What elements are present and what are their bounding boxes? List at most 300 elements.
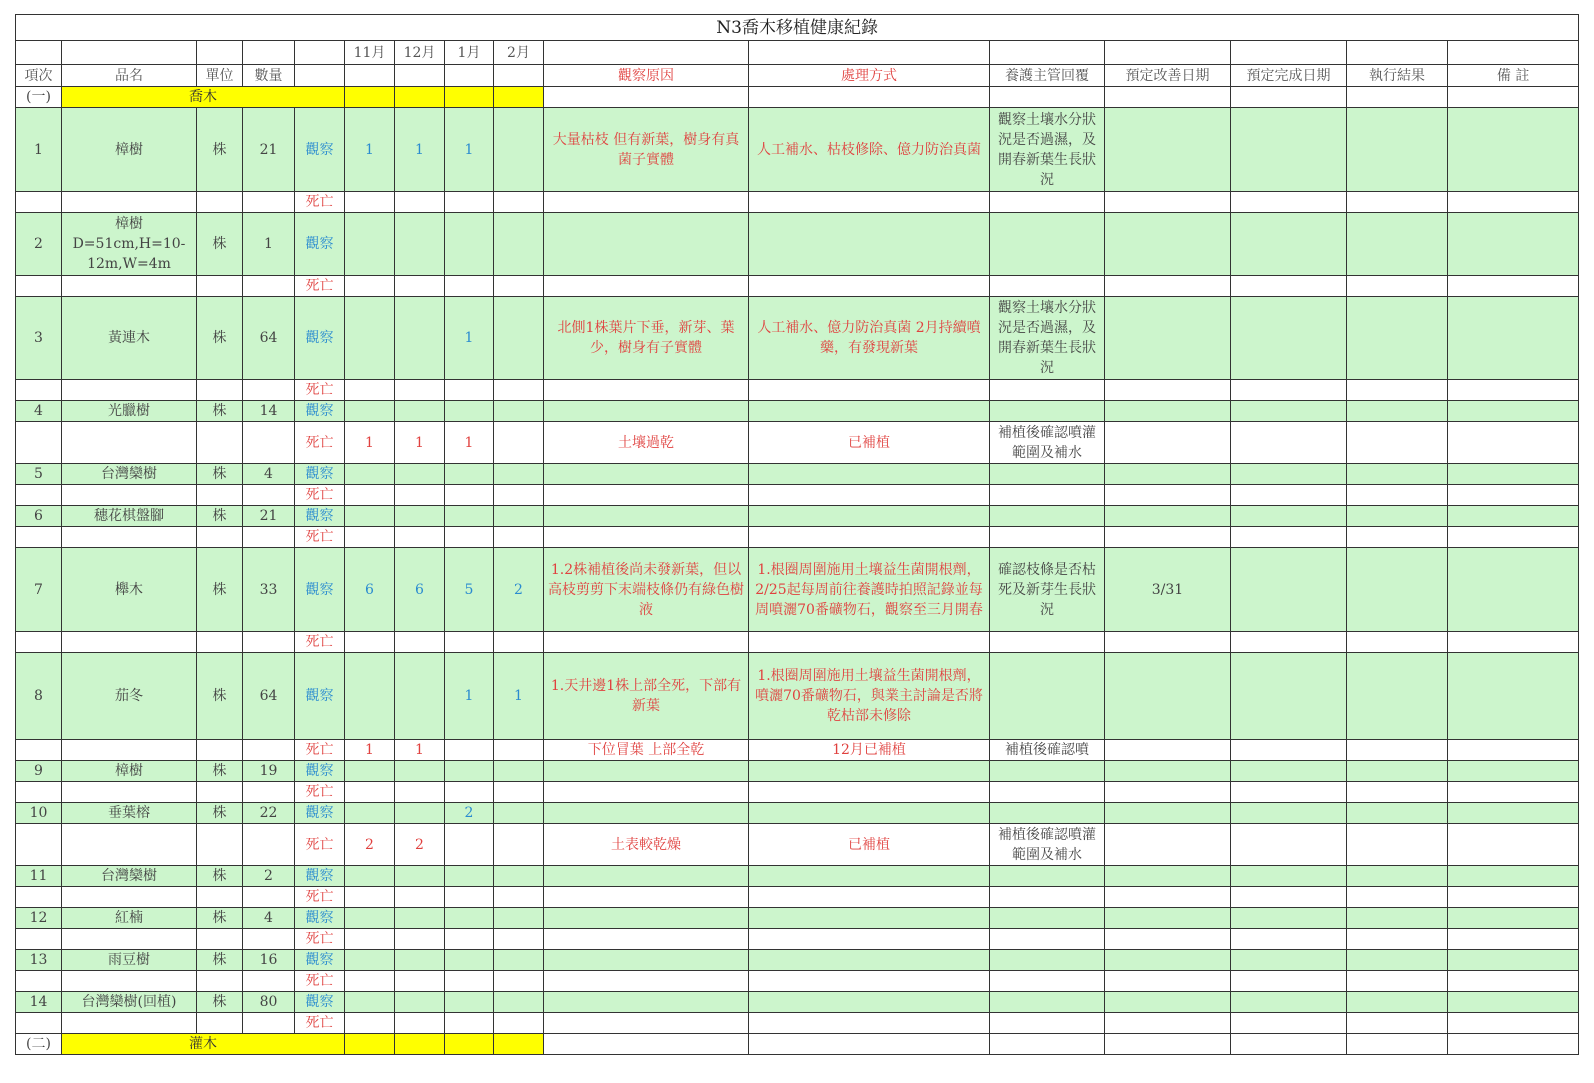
table-row	[16, 506, 1579, 527]
dead-note	[1448, 824, 1579, 866]
dead-result	[1347, 192, 1448, 213]
item-no: 9	[16, 761, 62, 782]
obs-reason	[544, 866, 749, 887]
item-qty: 4	[243, 908, 295, 929]
item-no: 2	[16, 213, 62, 276]
dead-reply: 補植後確認噴灌範圍及補水	[990, 422, 1105, 464]
month-count	[345, 929, 395, 950]
item-name: 台灣欒樹(回植)	[62, 992, 197, 1013]
status-observe: 觀察	[295, 401, 345, 422]
obs-reason: 1.2株補植後尚未發新葉，但以高枝剪剪下末端枝條仍有綠色樹液	[544, 548, 749, 632]
table-row	[16, 761, 1579, 782]
obs-result	[1347, 506, 1448, 527]
month-count	[494, 971, 544, 992]
header-month-dec: 12月	[395, 41, 445, 65]
item-name-blank	[62, 632, 197, 653]
dead-reply: 補植後確認噴	[990, 740, 1105, 761]
dead-done-date	[1231, 527, 1347, 548]
obs-improve-date	[1105, 464, 1231, 485]
dead-note	[1448, 887, 1579, 908]
obs-reply	[990, 950, 1105, 971]
dead-method: 12月已補植	[749, 740, 990, 761]
obs-reply	[990, 992, 1105, 1013]
month-count: 2	[345, 824, 395, 866]
month-count	[395, 992, 445, 1013]
month-count	[494, 192, 544, 213]
item-qty: 4	[243, 464, 295, 485]
section-blank	[1105, 1034, 1231, 1055]
obs-done-date	[1231, 506, 1347, 527]
obs-method	[749, 506, 990, 527]
month-count	[395, 653, 445, 740]
obs-improve-date	[1105, 908, 1231, 929]
item-qty-blank	[243, 782, 295, 803]
month-count	[494, 632, 544, 653]
month-count	[395, 485, 445, 506]
obs-done-date	[1231, 548, 1347, 632]
item-unit-blank	[197, 380, 243, 401]
item-unit-blank	[197, 929, 243, 950]
header-blank	[1105, 41, 1231, 65]
item-no-blank	[16, 887, 62, 908]
month-count	[395, 506, 445, 527]
table-row	[16, 887, 1579, 908]
dead-improve-date	[1105, 1013, 1231, 1034]
month-count	[395, 192, 445, 213]
section-blank	[544, 87, 749, 108]
month-count	[345, 632, 395, 653]
section-blank	[990, 1034, 1105, 1055]
obs-result	[1347, 213, 1448, 276]
month-count	[445, 506, 494, 527]
item-unit-blank	[197, 1013, 243, 1034]
section-blank	[1448, 87, 1579, 108]
obs-result	[1347, 803, 1448, 824]
dead-method	[749, 485, 990, 506]
month-count	[345, 908, 395, 929]
table-row	[16, 950, 1579, 971]
item-no: 7	[16, 548, 62, 632]
month-count: 1	[345, 740, 395, 761]
month-count	[494, 108, 544, 192]
obs-result	[1347, 297, 1448, 380]
month-count	[395, 276, 445, 297]
item-qty: 1	[243, 213, 295, 276]
item-unit-blank	[197, 887, 243, 908]
status-observe: 觀察	[295, 866, 345, 887]
obs-note	[1448, 506, 1579, 527]
dead-improve-date	[1105, 380, 1231, 401]
item-unit-blank	[197, 824, 243, 866]
item-name: 紅楠	[62, 908, 197, 929]
dead-method: 已補植	[749, 422, 990, 464]
dead-note	[1448, 276, 1579, 297]
dead-done-date	[1231, 276, 1347, 297]
item-name: 茄冬	[62, 653, 197, 740]
obs-reason	[544, 213, 749, 276]
obs-method	[749, 761, 990, 782]
section-blank	[749, 87, 990, 108]
month-count: 6	[395, 548, 445, 632]
item-no: 6	[16, 506, 62, 527]
section-fill	[345, 87, 395, 108]
status-observe: 觀察	[295, 213, 345, 276]
table-row	[16, 866, 1579, 887]
item-unit: 株	[197, 213, 243, 276]
section-blank	[1448, 1034, 1579, 1055]
health-record-table	[15, 14, 1579, 1055]
month-count	[494, 803, 544, 824]
item-no-blank	[16, 422, 62, 464]
item-unit: 株	[197, 297, 243, 380]
month-count	[345, 401, 395, 422]
month-count	[395, 887, 445, 908]
dead-reason: 土壤過乾	[544, 422, 749, 464]
dead-reply	[990, 380, 1105, 401]
obs-reply	[990, 213, 1105, 276]
obs-result	[1347, 108, 1448, 192]
item-unit-blank	[197, 527, 243, 548]
dead-note	[1448, 740, 1579, 761]
item-no: 14	[16, 992, 62, 1013]
month-count	[494, 887, 544, 908]
month-count: 2	[395, 824, 445, 866]
item-unit-blank	[197, 422, 243, 464]
obs-reply	[990, 761, 1105, 782]
item-no: 8	[16, 653, 62, 740]
item-qty-blank	[243, 929, 295, 950]
table-row	[16, 401, 1579, 422]
dead-result	[1347, 824, 1448, 866]
status-dead: 死亡	[295, 929, 345, 950]
obs-note	[1448, 297, 1579, 380]
dead-result	[1347, 782, 1448, 803]
obs-note	[1448, 908, 1579, 929]
dead-method	[749, 1013, 990, 1034]
table-row	[16, 192, 1579, 213]
month-count	[345, 213, 395, 276]
section-no: (二)	[16, 1034, 62, 1055]
month-count	[445, 950, 494, 971]
obs-done-date	[1231, 297, 1347, 380]
header-blank	[544, 41, 749, 65]
obs-done-date	[1231, 464, 1347, 485]
month-count	[345, 866, 395, 887]
item-unit: 株	[197, 992, 243, 1013]
table-row	[16, 803, 1579, 824]
header-blank	[1448, 41, 1579, 65]
obs-improve-date	[1105, 761, 1231, 782]
section-blank	[1231, 1034, 1347, 1055]
month-count	[345, 803, 395, 824]
dead-method	[749, 971, 990, 992]
month-count: 2	[494, 548, 544, 632]
item-unit-blank	[197, 740, 243, 761]
obs-result	[1347, 950, 1448, 971]
obs-improve-date	[1105, 213, 1231, 276]
header-blank	[243, 41, 295, 65]
item-qty-blank	[243, 527, 295, 548]
item-no: 11	[16, 866, 62, 887]
obs-done-date	[1231, 401, 1347, 422]
dead-done-date	[1231, 632, 1347, 653]
item-name-blank	[62, 276, 197, 297]
month-count	[445, 276, 494, 297]
dead-done-date	[1231, 824, 1347, 866]
dead-done-date	[1231, 971, 1347, 992]
item-qty-blank	[243, 632, 295, 653]
header-month-nov: 11月	[345, 41, 395, 65]
month-count	[494, 485, 544, 506]
status-dead: 死亡	[295, 1013, 345, 1034]
item-qty: 21	[243, 506, 295, 527]
table-row	[16, 653, 1579, 740]
month-count	[445, 1013, 494, 1034]
section-label: 喬木	[62, 87, 345, 108]
month-count	[395, 213, 445, 276]
obs-result	[1347, 401, 1448, 422]
item-unit: 株	[197, 506, 243, 527]
dead-result	[1347, 887, 1448, 908]
month-count: 1	[445, 297, 494, 380]
item-no-blank	[16, 740, 62, 761]
month-count	[494, 908, 544, 929]
obs-reply	[990, 653, 1105, 740]
obs-improve-date	[1105, 803, 1231, 824]
dead-reason	[544, 380, 749, 401]
obs-reason	[544, 761, 749, 782]
table-row	[16, 380, 1579, 401]
header-reply: 養護主管回覆	[990, 65, 1105, 87]
dead-method	[749, 527, 990, 548]
obs-note	[1448, 108, 1579, 192]
header-blank	[395, 65, 445, 87]
month-count	[395, 380, 445, 401]
item-no-blank	[16, 380, 62, 401]
table-row	[16, 824, 1579, 866]
section-fill	[445, 1034, 494, 1055]
obs-done-date	[1231, 653, 1347, 740]
item-no-blank	[16, 971, 62, 992]
month-count	[345, 950, 395, 971]
item-name: 樟樹	[62, 108, 197, 192]
dead-method	[749, 192, 990, 213]
dead-reply	[990, 971, 1105, 992]
obs-reason: 大量枯枝 但有新葉，樹身有真菌子實體	[544, 108, 749, 192]
obs-note	[1448, 464, 1579, 485]
header-qty: 數量	[243, 65, 295, 87]
obs-done-date	[1231, 761, 1347, 782]
item-unit-blank	[197, 971, 243, 992]
obs-note	[1448, 866, 1579, 887]
month-count: 1	[445, 653, 494, 740]
section-blank	[749, 1034, 990, 1055]
table-row	[16, 297, 1579, 380]
table-row	[16, 464, 1579, 485]
dead-note	[1448, 485, 1579, 506]
dead-done-date	[1231, 1013, 1347, 1034]
obs-done-date	[1231, 908, 1347, 929]
month-count: 1	[395, 422, 445, 464]
month-count	[494, 992, 544, 1013]
month-count	[395, 401, 445, 422]
dead-improve-date	[1105, 824, 1231, 866]
item-name: 櫸木	[62, 548, 197, 632]
month-count	[445, 464, 494, 485]
obs-note	[1448, 950, 1579, 971]
section-fill	[445, 87, 494, 108]
dead-reason	[544, 276, 749, 297]
obs-result	[1347, 761, 1448, 782]
month-count	[445, 380, 494, 401]
section-fill	[395, 1034, 445, 1055]
month-count	[395, 908, 445, 929]
status-dead: 死亡	[295, 632, 345, 653]
obs-reason	[544, 950, 749, 971]
dead-improve-date	[1105, 276, 1231, 297]
table-row	[16, 782, 1579, 803]
obs-reply	[990, 866, 1105, 887]
obs-note	[1448, 401, 1579, 422]
item-qty-blank	[243, 192, 295, 213]
dead-method	[749, 782, 990, 803]
obs-result	[1347, 866, 1448, 887]
header-month-jan: 1月	[445, 41, 494, 65]
item-qty-blank	[243, 485, 295, 506]
dead-done-date	[1231, 887, 1347, 908]
obs-note	[1448, 213, 1579, 276]
month-count	[445, 992, 494, 1013]
dead-reason	[544, 527, 749, 548]
section-blank	[544, 1034, 749, 1055]
dead-improve-date	[1105, 887, 1231, 908]
month-count	[494, 464, 544, 485]
dead-done-date	[1231, 740, 1347, 761]
item-unit: 株	[197, 866, 243, 887]
obs-reason	[544, 803, 749, 824]
month-count	[445, 213, 494, 276]
dead-method	[749, 887, 990, 908]
item-qty: 64	[243, 653, 295, 740]
month-count: 6	[345, 548, 395, 632]
dead-note	[1448, 192, 1579, 213]
status-observe: 觀察	[295, 908, 345, 929]
obs-method	[749, 866, 990, 887]
month-count	[445, 929, 494, 950]
item-unit: 株	[197, 401, 243, 422]
obs-improve-date	[1105, 992, 1231, 1013]
dead-note	[1448, 380, 1579, 401]
month-count	[395, 1013, 445, 1034]
dead-reason	[544, 192, 749, 213]
status-dead: 死亡	[295, 276, 345, 297]
table-row	[16, 276, 1579, 297]
obs-result	[1347, 653, 1448, 740]
dead-note	[1448, 971, 1579, 992]
obs-reply	[990, 464, 1105, 485]
month-count	[494, 866, 544, 887]
month-count	[445, 908, 494, 929]
status-dead: 死亡	[295, 740, 345, 761]
status-observe: 觀察	[295, 992, 345, 1013]
header-improve-date: 預定改善日期	[1105, 65, 1231, 87]
dead-method	[749, 929, 990, 950]
dead-method	[749, 632, 990, 653]
dead-reply	[990, 527, 1105, 548]
table-row	[16, 992, 1579, 1013]
header-blank	[1231, 41, 1347, 65]
dead-reply	[990, 485, 1105, 506]
section-no: (一)	[16, 87, 62, 108]
table-row	[16, 527, 1579, 548]
obs-reason	[544, 908, 749, 929]
month-count	[345, 653, 395, 740]
obs-improve-date	[1105, 506, 1231, 527]
dead-reason	[544, 929, 749, 950]
dead-reply	[990, 192, 1105, 213]
obs-note	[1448, 992, 1579, 1013]
item-no: 1	[16, 108, 62, 192]
status-dead: 死亡	[295, 824, 345, 866]
month-count	[395, 527, 445, 548]
item-qty: 16	[243, 950, 295, 971]
month-count	[345, 380, 395, 401]
month-count	[445, 192, 494, 213]
obs-result	[1347, 992, 1448, 1013]
item-no-blank	[16, 192, 62, 213]
obs-improve-date: 3/31	[1105, 548, 1231, 632]
section-blank	[990, 87, 1105, 108]
dead-result	[1347, 527, 1448, 548]
dead-reason	[544, 887, 749, 908]
dead-result	[1347, 380, 1448, 401]
item-unit-blank	[197, 782, 243, 803]
dead-result	[1347, 929, 1448, 950]
item-name-blank	[62, 824, 197, 866]
status-observe: 觀察	[295, 506, 345, 527]
header-name: 品名	[62, 65, 197, 87]
month-count	[345, 297, 395, 380]
obs-reason	[544, 464, 749, 485]
dead-done-date	[1231, 929, 1347, 950]
dead-improve-date	[1105, 527, 1231, 548]
month-count	[395, 632, 445, 653]
header-blank	[749, 41, 990, 65]
header-month-feb: 2月	[494, 41, 544, 65]
header-blank	[345, 65, 395, 87]
item-qty-blank	[243, 824, 295, 866]
item-unit: 株	[197, 108, 243, 192]
dead-reply	[990, 782, 1105, 803]
status-observe: 觀察	[295, 653, 345, 740]
month-count	[345, 971, 395, 992]
item-no: 3	[16, 297, 62, 380]
dead-improve-date	[1105, 632, 1231, 653]
item-qty-blank	[243, 422, 295, 464]
month-count	[445, 887, 494, 908]
obs-note	[1448, 653, 1579, 740]
item-qty-blank	[243, 276, 295, 297]
item-name-blank	[62, 887, 197, 908]
section-blank	[1347, 87, 1448, 108]
dead-note	[1448, 632, 1579, 653]
month-count	[395, 866, 445, 887]
item-unit-blank	[197, 632, 243, 653]
header-result: 執行結果	[1347, 65, 1448, 87]
month-count	[494, 824, 544, 866]
table-row	[16, 908, 1579, 929]
dead-reason	[544, 1013, 749, 1034]
